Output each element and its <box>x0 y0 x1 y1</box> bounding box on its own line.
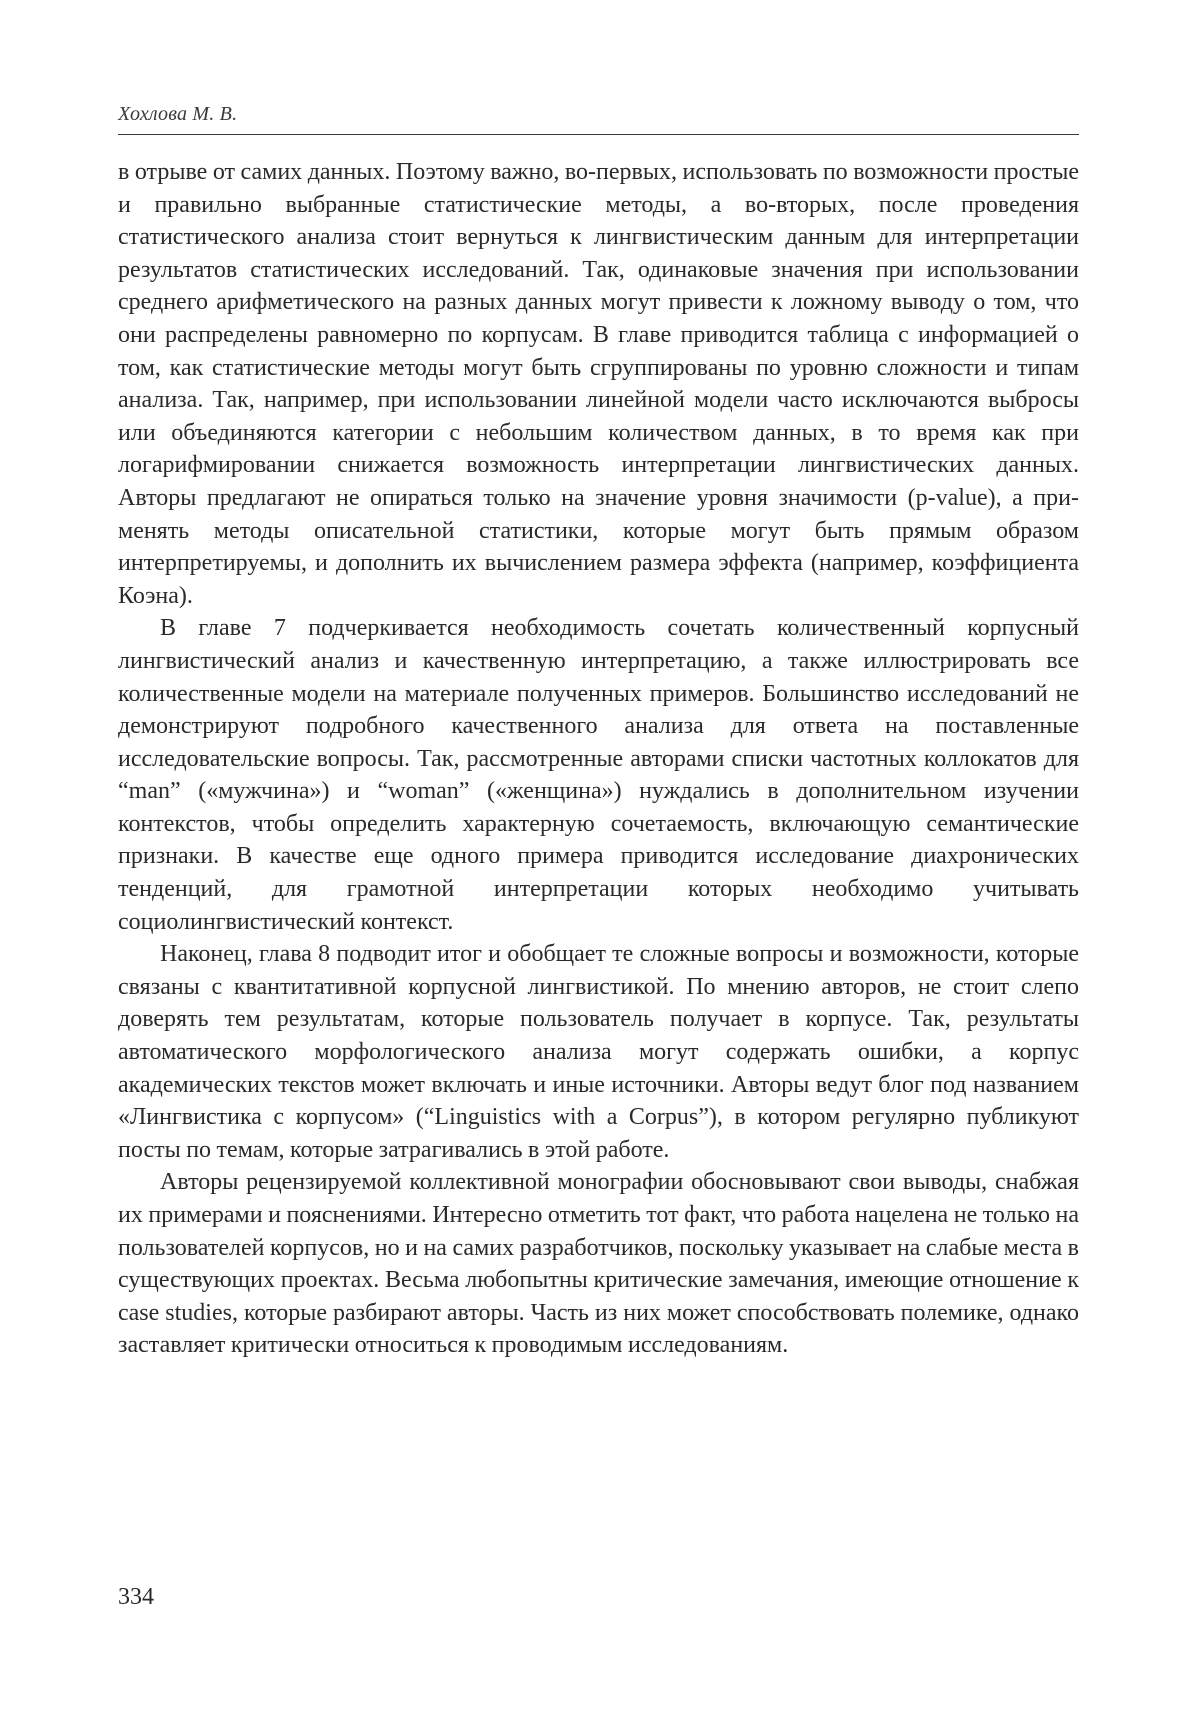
page-number: 334 <box>118 1584 154 1610</box>
paragraph: в отрыве от самих данных. Поэтому важно, во-первых, использовать по возможности простые и правильно выбранные статистические методы, а во-вторых, после проведения статистического анализа стоит вернуться к лингвистическим данным для интерпретации результатов статистических исследований. Так, одинаковые значения при использовании среднего арифметического на разных данных могут привести к ложному выводу о том, что они распределены равномерно по корпусам. В главе приводится таблица с информацией о том, как статистические методы могут быть сгруппированы по уровню сложности и типам анализа. Так, например, при использовании линейной модели часто исключаются выбросы или объединяются категории с небольшим количеством данных, в то время как при логарифмировании снижается возможность интерпретации лингвистических данных. Авторы предлагают не опираться только на значение уровня значимости (p-value), а применять методы описательной статистики, которые могут быть прямым образом интерпретируемы, и дополнить их вычислением размера эффекта (например, коэффициента Коэна). <box>118 159 1079 609</box>
running-head: Хохлова М. В. <box>118 103 238 125</box>
header-divider <box>118 134 1079 135</box>
body-text <box>118 156 1079 1362</box>
paragraph: Наконец, глава 8 подводит итог и обобщает те сложные вопросы и возможности, которые связаны с квантитативной корпусной лингвистикой. По мнению авторов, не стоит слепо доверять тем результатам, которые пользователь получает в корпусе. Так, результаты автоматического морфологического анализа могут содержать ошибки, а корпус академических текстов может включать и иные источники. Авторы ведут блог под названием «Лингвистика с корпусом» (“Linguistics with a Corpus”), в котором регулярно публикуют посты по темам, которые затрагивались в этой работе. <box>118 941 1079 1163</box>
paragraph: В главе 7 подчеркивается необходимость сочетать количественный корпусный лингвистический анализ и качественную интерпретацию, а также иллюстрировать все количественные модели на материале полученных примеров. Большинство исследований не демонстрируют подробного качественного анализа для ответа на поставленные исследовательские вопросы. Так, рассмотренные авторами списки частотных коллокатов для “man” («мужчина») и “woman” («женщина») нуждались в дополнительном изучении контекстов, чтобы определить характерную сочетаемость, включающую семантические признаки. В качестве еще одного примера приводится исследование диахронических тенденций, для грамотной интерпретации которых необходимо учитывать социолингвистический контекст. <box>118 615 1079 935</box>
paragraph: Авторы рецензируемой коллективной монографии обосновывают свои выводы, снабжая их примерами и пояснениями. Интересно отметить тот факт, что работа нацелена не только на пользователей корпусов, но и на самих разработчиков, поскольку указывает на слабые места в существующих проектах. Весьма любопытны критические замечания, имеющие отношение к case studies, которые разбирают авторы. Часть из них может способствовать полемике, однако заставляет критически относиться к проводимым исследованиям. <box>118 1169 1079 1359</box>
